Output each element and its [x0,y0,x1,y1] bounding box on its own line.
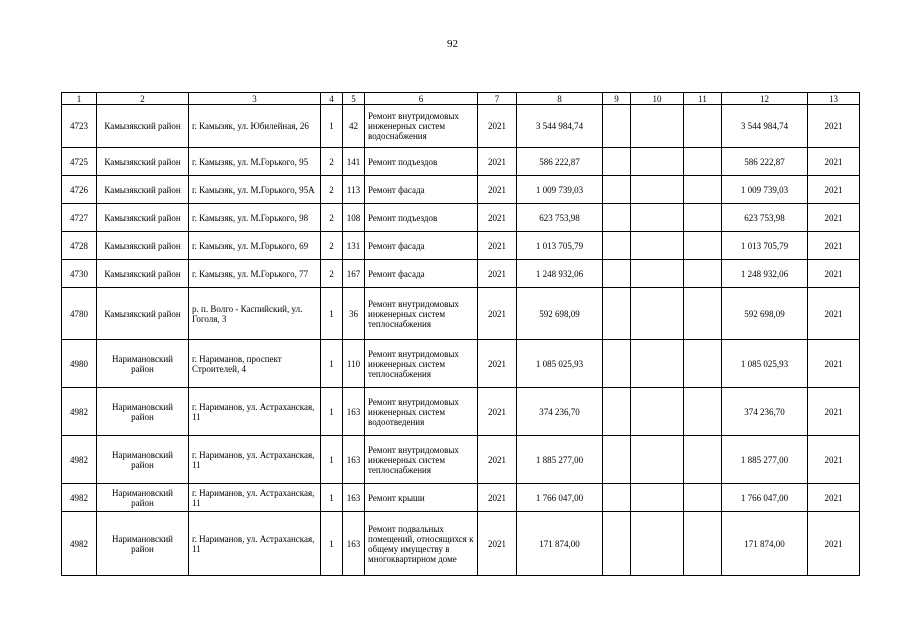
table-body [62,105,860,576]
column-11-cell [684,340,722,388]
page-number: 92 [447,38,458,50]
address-cell: г. Нариманов, ул. Астраханская, 11 [189,484,321,512]
column-header: 6 [365,93,478,105]
column-11-cell [684,176,722,204]
table-row [62,176,860,204]
cost-cell: 623 753,98 [517,204,603,232]
table-row [62,388,860,436]
column-header: 1 [62,93,97,105]
row-number-cell: 4728 [62,232,97,260]
table-row [62,105,860,148]
column-11-cell [684,204,722,232]
total-cell: 592 698,09 [722,288,808,340]
district-cell: Камызякский район [97,232,189,260]
work-type-cell: Ремонт подъездов [365,204,478,232]
column-10-cell [631,512,684,576]
year-cell: 2021 [478,105,517,148]
column-header: 3 [189,93,321,105]
column-9-cell [603,176,631,204]
column-9-cell [603,105,631,148]
column-4-cell: 2 [321,204,343,232]
year-cell: 2021 [478,176,517,204]
column-11-cell [684,148,722,176]
column-header: 7 [478,93,517,105]
address-cell: г. Нариманов, ул. Астраханская, 11 [189,436,321,484]
column-header: 11 [684,93,722,105]
row-number-cell: 4780 [62,288,97,340]
district-cell: Камызякский район [97,204,189,232]
year-cell: 2021 [478,204,517,232]
column-9-cell [603,388,631,436]
column-5-cell: 131 [343,232,365,260]
district-cell: Наримановский район [97,340,189,388]
year-cell: 2021 [478,340,517,388]
district-cell: Камызякский район [97,288,189,340]
cost-cell: 1 085 025,93 [517,340,603,388]
work-type-cell: Ремонт фасада [365,176,478,204]
column-9-cell [603,260,631,288]
column-11-cell [684,388,722,436]
work-type-cell: Ремонт фасада [365,232,478,260]
cost-cell: 171 874,00 [517,512,603,576]
total-cell: 374 236,70 [722,388,808,436]
row-number-cell: 4727 [62,204,97,232]
district-cell: Наримановский район [97,436,189,484]
column-9-cell [603,204,631,232]
address-cell: г. Камызяк, ул. М.Горького, 95А [189,176,321,204]
table-row [62,204,860,232]
column-13-cell: 2021 [808,105,860,148]
work-type-cell: Ремонт внутридомовых инженерных систем водоснабжения [365,105,478,148]
column-header: 4 [321,93,343,105]
column-13-cell: 2021 [808,288,860,340]
column-10-cell [631,288,684,340]
district-cell: Наримановский район [97,388,189,436]
column-5-cell: 141 [343,148,365,176]
row-number-cell: 4982 [62,436,97,484]
table-row [62,484,860,512]
column-10-cell [631,232,684,260]
row-number-cell: 4982 [62,512,97,576]
work-type-cell: Ремонт крыши [365,484,478,512]
total-cell: 586 222,87 [722,148,808,176]
row-number-cell: 4982 [62,484,97,512]
total-cell: 1 085 025,93 [722,340,808,388]
column-13-cell: 2021 [808,512,860,576]
work-type-cell: Ремонт фасада [365,260,478,288]
work-type-cell: Ремонт подъездов [365,148,478,176]
column-11-cell [684,436,722,484]
cost-cell: 1 885 277,00 [517,436,603,484]
column-5-cell: 42 [343,105,365,148]
cost-cell: 586 222,87 [517,148,603,176]
column-13-cell: 2021 [808,260,860,288]
district-cell: Наримановский район [97,512,189,576]
work-type-cell: Ремонт внутридомовых инженерных систем теплоснабжения [365,340,478,388]
address-cell: г. Камызяк, ул. М.Горького, 77 [189,260,321,288]
column-9-cell [603,340,631,388]
table-row [62,148,860,176]
column-header: 5 [343,93,365,105]
total-cell: 171 874,00 [722,512,808,576]
column-10-cell [631,105,684,148]
district-cell: Камызякский район [97,148,189,176]
column-5-cell: 163 [343,388,365,436]
work-type-cell: Ремонт внутридомовых инженерных систем теплоснабжения [365,288,478,340]
column-10-cell [631,340,684,388]
column-5-cell: 163 [343,484,365,512]
column-4-cell: 1 [321,105,343,148]
column-13-cell: 2021 [808,436,860,484]
column-9-cell [603,288,631,340]
district-cell: Камызякский район [97,260,189,288]
column-5-cell: 110 [343,340,365,388]
column-4-cell: 2 [321,148,343,176]
year-cell: 2021 [478,148,517,176]
column-4-cell: 1 [321,340,343,388]
column-10-cell [631,204,684,232]
column-10-cell [631,176,684,204]
column-5-cell: 113 [343,176,365,204]
column-header: 13 [808,93,860,105]
cost-cell: 3 544 984,74 [517,105,603,148]
column-9-cell [603,436,631,484]
column-5-cell: 163 [343,512,365,576]
year-cell: 2021 [478,512,517,576]
table-row [62,260,860,288]
column-10-cell [631,260,684,288]
address-cell: г. Нариманов, проспект Строителей, 4 [189,340,321,388]
address-cell: р. п. Волго - Каспийский, ул. Гоголя, 3 [189,288,321,340]
column-5-cell: 167 [343,260,365,288]
column-13-cell: 2021 [808,204,860,232]
district-cell: Камызякский район [97,105,189,148]
year-cell: 2021 [478,436,517,484]
column-4-cell: 1 [321,484,343,512]
column-9-cell [603,232,631,260]
cost-cell: 1 766 047,00 [517,484,603,512]
column-10-cell [631,484,684,512]
column-header: 10 [631,93,684,105]
district-cell: Камызякский район [97,176,189,204]
column-10-cell [631,148,684,176]
total-cell: 1 248 932,06 [722,260,808,288]
row-number-cell: 4726 [62,176,97,204]
column-13-cell: 2021 [808,388,860,436]
column-9-cell [603,148,631,176]
work-type-cell: Ремонт подвальных помещений, относящихся к общему имуществу в многоквартирном доме [365,512,478,576]
total-cell: 623 753,98 [722,204,808,232]
column-5-cell: 108 [343,204,365,232]
year-cell: 2021 [478,388,517,436]
header-row [62,93,860,105]
column-9-cell [603,512,631,576]
cost-cell: 374 236,70 [517,388,603,436]
work-type-cell: Ремонт внутридомовых инженерных систем водоотведения [365,388,478,436]
cost-cell: 1 013 705,79 [517,232,603,260]
address-cell: г. Нариманов, ул. Астраханская, 11 [189,388,321,436]
column-header: 12 [722,93,808,105]
column-4-cell: 2 [321,232,343,260]
column-13-cell: 2021 [808,340,860,388]
year-cell: 2021 [478,260,517,288]
column-13-cell: 2021 [808,176,860,204]
total-cell: 1 013 705,79 [722,232,808,260]
table-row [62,232,860,260]
column-header: 9 [603,93,631,105]
repair-registry-table [61,92,860,576]
column-9-cell [603,484,631,512]
column-5-cell: 163 [343,436,365,484]
total-cell: 1 885 277,00 [722,436,808,484]
column-13-cell: 2021 [808,148,860,176]
column-11-cell [684,260,722,288]
address-cell: г. Камызяк, ул. М.Горького, 69 [189,232,321,260]
table-row [62,340,860,388]
row-number-cell: 4730 [62,260,97,288]
column-11-cell [684,232,722,260]
cost-cell: 1 248 932,06 [517,260,603,288]
row-number-cell: 4723 [62,105,97,148]
column-4-cell: 1 [321,512,343,576]
column-4-cell: 1 [321,388,343,436]
district-cell: Наримановский район [97,484,189,512]
column-4-cell: 2 [321,176,343,204]
year-cell: 2021 [478,232,517,260]
column-4-cell: 2 [321,260,343,288]
total-cell: 1 766 047,00 [722,484,808,512]
column-10-cell [631,388,684,436]
column-11-cell [684,512,722,576]
total-cell: 1 009 739,03 [722,176,808,204]
column-13-cell: 2021 [808,232,860,260]
work-type-cell: Ремонт внутридомовых инженерных систем теплоснабжения [365,436,478,484]
address-cell: г. Камызяк, ул. М.Горького, 98 [189,204,321,232]
column-11-cell [684,105,722,148]
column-10-cell [631,436,684,484]
row-number-cell: 4725 [62,148,97,176]
column-header: 2 [97,93,189,105]
year-cell: 2021 [478,484,517,512]
table-row [62,288,860,340]
address-cell: г. Камызяк, ул. М.Горького, 95 [189,148,321,176]
column-4-cell: 1 [321,288,343,340]
table-row [62,512,860,576]
cost-cell: 592 698,09 [517,288,603,340]
year-cell: 2021 [478,288,517,340]
row-number-cell: 4982 [62,388,97,436]
total-cell: 3 544 984,74 [722,105,808,148]
address-cell: г. Нариманов, ул. Астраханская, 11 [189,512,321,576]
column-5-cell: 36 [343,288,365,340]
column-4-cell: 1 [321,436,343,484]
column-13-cell: 2021 [808,484,860,512]
column-11-cell [684,288,722,340]
cost-cell: 1 009 739,03 [517,176,603,204]
table-row [62,436,860,484]
address-cell: г. Камызяк, ул. Юбилейная, 26 [189,105,321,148]
column-11-cell [684,484,722,512]
column-header: 8 [517,93,603,105]
row-number-cell: 4980 [62,340,97,388]
